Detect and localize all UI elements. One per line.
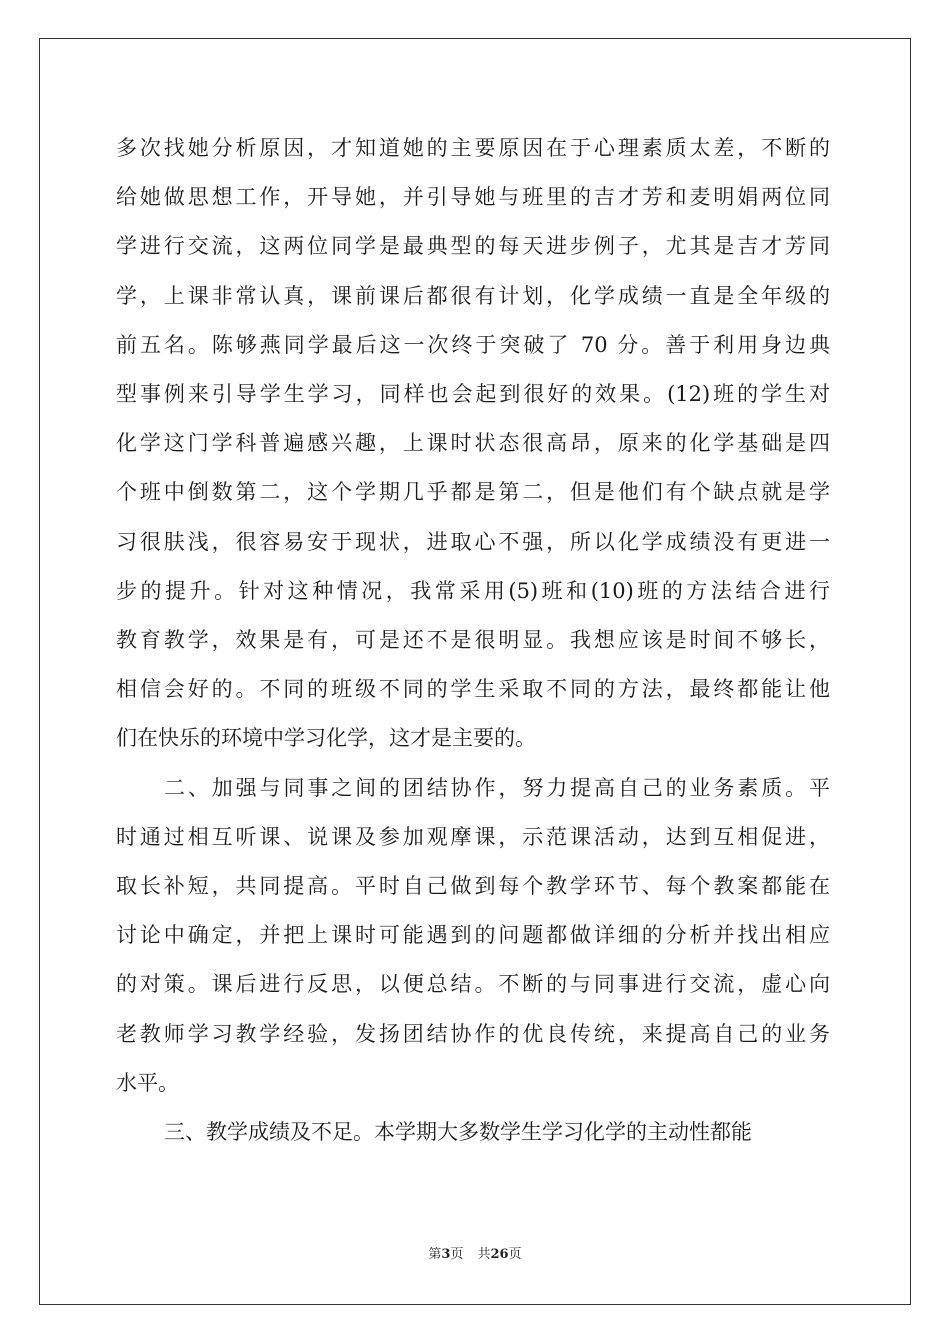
page-number: 3	[441, 1247, 451, 1262]
text-line: 步的提升。针对这种情况，我常采用(5)班和(10)班的方法结合进行	[116, 578, 830, 603]
text-line: 相信会好的。不同的班级不同的学生采取不同的方法，最终都能让他	[116, 677, 830, 702]
text-line: 给她做思想工作，开导她，并引导她与班里的吉才芳和麦明娟两位同	[116, 185, 830, 210]
text-line: 水平。	[116, 1070, 179, 1095]
text-line: 型事例来引导学生学习，同样也会起到很好的效果。(12)班的学生对	[116, 382, 830, 406]
text-line: 二、加强与同事之间的团结协作，努力提高自己的业务素质。平	[164, 775, 830, 800]
total-prefix: 共	[477, 1247, 491, 1262]
text-line: 化学这门学科普遍感兴趣，上课时状态很高昂，原来的化学基础是四	[116, 431, 830, 456]
text-line: 们在快乐的环境中学习化学，这才是主要的。	[116, 726, 536, 751]
text-line: 学，上课非常认真，课前课后都很有计划，化学成绩一直是全年级的	[116, 283, 830, 308]
text-line: 的对策。课后进行反思，以便总结。不断的与同事进行交流，虚心向	[116, 972, 830, 997]
total-pages: 26	[490, 1247, 509, 1262]
page-prefix: 第	[428, 1247, 442, 1262]
text-line: 前五名。陈够燕同学最后这一次终于突破了 70 分。善于利用身边典	[116, 332, 830, 357]
page-suffix: 页	[450, 1247, 464, 1262]
text-line: 讨论中确定，并把上课时可能遇到的问题都做详细的分析并找出相应	[116, 923, 830, 948]
page-footer	[0, 1243, 950, 1262]
text-line: 个班中倒数第二，这个学期几乎都是第二，但是他们有个缺点就是学	[116, 480, 830, 505]
text-line: 三、教学成绩及不足。本学期大多数学生学习化学的主动性都能	[164, 1120, 752, 1144]
text-line: 习很肤浅，很容易安于现状，进取心不强，所以化学成绩没有更进一	[116, 529, 830, 554]
text-line: 时通过相互听课、说课及参加观摩课，示范课活动，达到互相促进，	[116, 824, 830, 849]
total-suffix: 页	[508, 1247, 522, 1262]
text-line: 教育教学，效果是有，可是还不是很明显。我想应该是时间不够长，	[116, 628, 830, 652]
text-line: 学进行交流，这两位同学是最典型的每天进步例子，尤其是吉才芳同	[116, 234, 830, 259]
text-line: 多次找她分析原因，才知道她的主要原因在于心理素质太差，不断的	[116, 136, 830, 160]
text-line: 取长补短，共同提高。平时自己做到每个教学环节、每个教案都能在	[116, 874, 830, 898]
text-line: 老教师学习教学经验，发扬团结协作的优良传统，来提高自己的业务	[116, 1021, 830, 1046]
